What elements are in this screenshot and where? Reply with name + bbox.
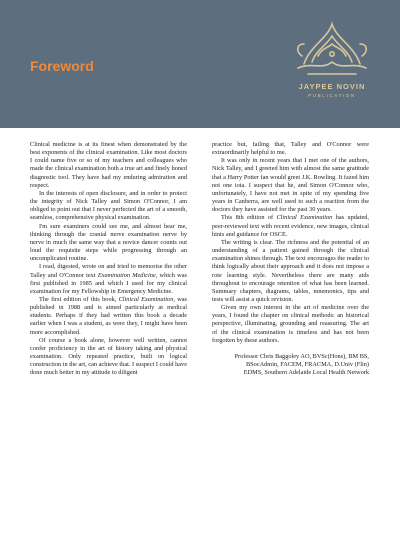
paragraph: I'm sure examiners could see me, and almost hear me, thinking through the cranial nerve examination nerve by nerve in much the same way that a novice dancer counts out loud the requisite steps while progressing through an uncomplicated routine.: [30, 222, 187, 263]
paragraph: This 8th edition of Clinical Examination has updated, peer-reviewed text with recent evidence, new images, clinical hints and guidance for OSCE.: [212, 214, 369, 238]
paragraph: It was only in recent years that I met one of the authors, Nick Talley, and I greeted him with almost the same gratitude that a Harry Potter fan would greet J.K. Rowling. It fazed him not one iota. I suspect that he, and Simon O'Connor who, unfortunately, I have not met in spite of my spending five years in Canberra, are well used to such a reaction from the doctors they have assisted for the past 30 years.: [212, 157, 369, 214]
book-title: Clinical Examination: [276, 214, 333, 222]
header-banner: [0, 0, 400, 128]
signature-line: BSocAdmin, FACEM, FRACMA, D.Univ (Flin): [245, 361, 369, 369]
signature-line: EDMS, Southern Adelaide Local Health Network: [243, 369, 369, 377]
paragraph: The writing is clear. The richness and the potential of an understanding of a patient gained through the clinical examination shines through. The text encourages the reader to think logically about their approach and it does not impose a rote learning style. Nevertheless there are many aids throughout to encourage retention of what has been learned. Summary chapters, diagrams, tables, mnemonics, tips and tests will assist a quick revision.: [212, 238, 369, 303]
publisher-emblem-icon: [282, 18, 382, 82]
paragraph: In the interests of open disclosure, and in order to protect the integrity of Nick Talley and Simon O'Connor, I am obliged to point out that I never perfected the art of a smooth, seamless, comprehensive physical examination.: [30, 189, 187, 222]
paragraph: I read, digested, wrote on and tried to memorise the other Talley and O'Connor text Examination Medicine, which was first published in 1985 and which I used for my clinical examination for my Fellowship in Emergency Medicine.: [30, 263, 187, 295]
left-text-column: [30, 141, 187, 378]
book-title: Examination Medicine,: [97, 271, 158, 279]
right-text-column: [212, 141, 369, 377]
page-title: Foreword: [30, 58, 94, 74]
paragraph: Of course a book alone, however well written, cannot confer proficiency in the art of history taking and physical examination. Only repeated practice, built on logical construction in the art, can achieve that. I suspect I could have done much better in my attitude to diligent: [30, 336, 187, 377]
book-title: Clinical Examination,: [118, 295, 175, 303]
paragraph: The first edition of this book, Clinical Examination, was published in 1988 and is aimed particularly at medical students. Perhaps if they had written this book a decade earlier when I was a student, as were they, I might have been more accomplished.: [30, 295, 187, 336]
signature-line: Professor Chris Baggoley AO, BVSc(Hons), BM BS,: [234, 352, 369, 360]
paragraph: Clinical medicine is at its finest when demonstrated by the best exponents of the clinical examination. Like most doctors I could name five or so of my teachers and colleagues who made the clinical examination both a true art and finely honed diagnostic tool. They have had my enduring admiration and respect.: [30, 141, 187, 189]
publisher-subtitle: PUBLICATION: [308, 93, 356, 98]
publisher-logo: [282, 18, 382, 114]
paragraph: practice but, failing that, Talley and O'Connor were extraordinarily helpful to me.: [212, 141, 369, 157]
paragraph: Given my own interest in the art of medicine over the years, I found the chapter on clinical methods: an historical perspective, illuminating, grounding and reassuring. The art of the clinical examination is timeless and has not been forgotten by these authors.: [212, 304, 369, 344]
publisher-name: JAYPEE NOVIN: [298, 82, 366, 91]
